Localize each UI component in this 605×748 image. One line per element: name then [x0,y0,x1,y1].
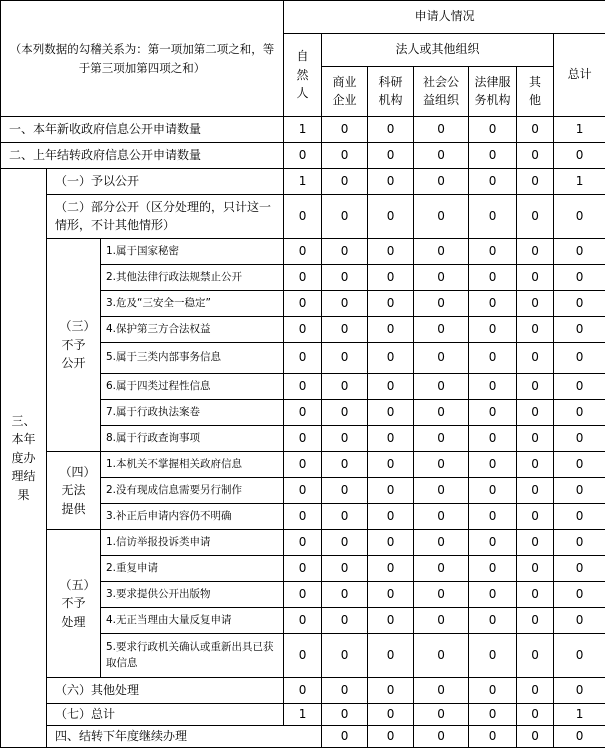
cell: 0 [368,195,414,239]
cell: 0 [554,608,605,634]
cell: 0 [469,195,517,239]
sub-item-label: 4.保护第三方合法权益 [101,317,284,343]
cell: 0 [469,291,517,317]
cell: 0 [322,530,368,556]
cell: 0 [284,478,322,504]
cell: 0 [469,504,517,530]
not-disclosed-text: （三）不予公开 [59,319,96,371]
sub-item-label: 5.要求行政机关确认或重新出具已获取信息 [101,634,284,678]
col-natural-person-label: 自然人 [296,49,309,101]
cell: 0 [322,400,368,426]
row-label-other-processing: （六）其他处理 [47,678,284,704]
row-label-carry-forward: 四、结转下年度继续办理 [47,726,322,748]
cell: 0 [368,239,414,265]
results-group-label [1,169,47,748]
sub-item-label: 2.没有现成信息需要另行制作 [101,478,284,504]
col-business [322,67,368,117]
sub-item-label: 3.危及“三安全一稳定” [101,291,284,317]
cell: 0 [414,400,469,426]
cell: 0 [469,400,517,426]
cell: 0 [284,556,322,582]
cell: 0 [322,117,368,143]
cell: 0 [517,117,554,143]
cell: 0 [368,143,414,169]
cell: 0 [322,143,368,169]
row-label-carried: 二、上年结转政府信息公开申请数量 [1,143,284,169]
legal-person-group-header: 法人或其他组织 [322,34,554,67]
cell: 0 [554,317,605,343]
cell: 0 [414,726,469,748]
cell: 0 [284,343,322,374]
cell: 0 [554,374,605,400]
cell: 1 [284,117,322,143]
cell: 0 [469,143,517,169]
not-disclosed-label [47,239,101,452]
cell: 0 [469,426,517,452]
cell: 0 [322,582,368,608]
unable-label [47,452,101,530]
cell: 0 [517,530,554,556]
cell: 0 [284,634,322,678]
cell: 0 [554,195,605,239]
cell: 0 [414,704,469,726]
cell: 0 [284,678,322,704]
cell: 1 [554,117,605,143]
cell: 0 [414,452,469,478]
cell: 0 [368,582,414,608]
cell: 0 [284,291,322,317]
cell: 0 [469,343,517,374]
cell: 0 [322,374,368,400]
cell: 0 [469,317,517,343]
cell: 0 [284,195,322,239]
cell: 0 [554,582,605,608]
cell: 0 [414,608,469,634]
cell: 0 [469,608,517,634]
sub-item-label: 7.属于行政执法案卷 [101,400,284,426]
cell: 0 [414,582,469,608]
cell: 0 [284,582,322,608]
cell: 0 [322,343,368,374]
col-business-label: 商业企业 [332,75,357,107]
cell: 0 [517,556,554,582]
cell: 0 [368,608,414,634]
cell: 0 [414,426,469,452]
cell: 0 [554,291,605,317]
cell: 0 [517,704,554,726]
cell: 0 [414,117,469,143]
cell: 0 [368,704,414,726]
cell: 0 [322,478,368,504]
cell: 0 [368,478,414,504]
cell: 0 [469,530,517,556]
cell: 0 [517,478,554,504]
cell: 0 [517,265,554,291]
cell: 0 [414,530,469,556]
cell: 0 [284,374,322,400]
cell: 0 [284,239,322,265]
cell: 0 [368,452,414,478]
cell: 0 [554,239,605,265]
cell: 0 [517,426,554,452]
cell: 0 [368,678,414,704]
cell: 0 [322,426,368,452]
cell: 0 [322,556,368,582]
cell: 0 [469,634,517,678]
col-total: 总计 [554,34,605,117]
col-research-label: 科研机构 [378,75,403,107]
cell: 0 [284,143,322,169]
cell: 0 [517,343,554,374]
cell: 0 [554,634,605,678]
cell: 0 [368,530,414,556]
cell: 0 [414,291,469,317]
cell: 0 [517,169,554,195]
cell: 0 [469,704,517,726]
cell: 0 [284,530,322,556]
cell: 0 [554,726,605,748]
cell: 0 [322,265,368,291]
cell: 0 [469,169,517,195]
cell: 0 [517,195,554,239]
col-legal-service-label: 法律服务机构 [474,75,511,107]
cell: 0 [322,452,368,478]
cell: 0 [414,143,469,169]
cell: 0 [414,374,469,400]
cell: 0 [284,426,322,452]
cell: 0 [368,634,414,678]
cell: 1 [284,704,322,726]
cell: 0 [284,452,322,478]
cell: 0 [554,265,605,291]
cell: 0 [517,374,554,400]
cell: 0 [469,556,517,582]
cell: 0 [517,678,554,704]
cell: 0 [368,117,414,143]
cell: 0 [469,239,517,265]
cell: 0 [284,608,322,634]
cell: 0 [469,478,517,504]
applicant-situation-header: 申请人情况 [284,1,605,34]
cell: 0 [554,478,605,504]
cell: 0 [414,169,469,195]
cell: 0 [414,195,469,239]
cell: 0 [368,291,414,317]
cell: 0 [414,634,469,678]
cell: 0 [284,317,322,343]
note-cell: （本列数据的勾稽关系为：第一项加第二项之和，等于第三项加第四项之和） [1,1,284,117]
cell: 1 [554,704,605,726]
row-label-subtotal: （七）总计 [47,704,284,726]
cell: 0 [368,726,414,748]
col-research [368,67,414,117]
cell: 0 [554,452,605,478]
cell: 0 [469,117,517,143]
sub-item-label: 5.属于三类内部事务信息 [101,343,284,374]
cell: 0 [284,400,322,426]
cell: 0 [322,726,368,748]
col-other-label: 其他 [529,75,542,107]
cell: 0 [554,426,605,452]
cell: 0 [554,143,605,169]
cell: 0 [368,343,414,374]
cell: 0 [322,704,368,726]
sub-item-label: 1.信访举报投诉类申请 [101,530,284,556]
row-label-partial: （二）部分公开（区分处理的，只计这一情形，不计其他情形） [47,195,284,239]
cell: 0 [554,343,605,374]
sub-item-label: 3.要求提供公开出版物 [101,582,284,608]
cell: 0 [368,265,414,291]
cell: 0 [414,265,469,291]
cell: 0 [554,504,605,530]
results-group-text: 三、本年度办理结果 [11,413,36,502]
sub-item-label: 1.本机关不掌握相关政府信息 [101,452,284,478]
sub-item-label: 3.补正后申请内容仍不明确 [101,504,284,530]
cell: 0 [414,239,469,265]
cell: 0 [322,504,368,530]
cell: 0 [554,530,605,556]
cell: 0 [469,678,517,704]
cell: 0 [517,452,554,478]
row-label-disclosed: （一）予以公开 [47,169,284,195]
col-social-welfare-label: 社会公益组织 [423,75,460,107]
cell: 0 [322,239,368,265]
col-social-welfare [414,67,469,117]
cell: 0 [414,317,469,343]
cell: 0 [517,504,554,530]
not-processed-text: （五）不予处理 [59,577,96,629]
cell: 0 [322,169,368,195]
cell: 0 [517,608,554,634]
cell: 0 [517,634,554,678]
cell: 0 [414,478,469,504]
col-other [517,67,554,117]
cell: 0 [284,504,322,530]
cell: 0 [517,317,554,343]
cell: 0 [368,556,414,582]
sub-item-label: 1.属于国家秘密 [101,239,284,265]
cell: 0 [414,556,469,582]
row-label-new: 一、本年新收政府信息公开申请数量 [1,117,284,143]
cell: 0 [469,726,517,748]
cell: 0 [517,726,554,748]
cell: 0 [517,400,554,426]
cell: 0 [517,291,554,317]
cell: 0 [517,239,554,265]
cell: 0 [469,582,517,608]
unable-text: （四）无法提供 [59,464,96,516]
cell: 0 [322,678,368,704]
cell: 0 [414,504,469,530]
col-legal-service [469,67,517,117]
sub-item-label: 6.属于四类过程性信息 [101,374,284,400]
cell: 0 [368,317,414,343]
cell: 0 [284,265,322,291]
cell: 0 [517,143,554,169]
col-natural-person [284,34,322,117]
sub-item-label: 2.重复申请 [101,556,284,582]
cell: 0 [414,678,469,704]
sub-item-label: 4.无正当理由大量反复申请 [101,608,284,634]
cell: 1 [284,169,322,195]
cell: 0 [554,678,605,704]
sub-item-label: 2.其他法律行政法规禁止公开 [101,265,284,291]
cell: 0 [368,426,414,452]
cell: 0 [517,582,554,608]
cell: 0 [469,452,517,478]
cell: 0 [322,317,368,343]
cell: 0 [368,374,414,400]
cell: 0 [554,400,605,426]
cell: 0 [554,556,605,582]
cell: 0 [322,608,368,634]
cell: 0 [469,265,517,291]
cell: 1 [554,169,605,195]
cell: 0 [368,169,414,195]
not-processed-label [47,530,101,678]
cell: 0 [469,374,517,400]
cell: 0 [368,504,414,530]
cell: 0 [322,195,368,239]
cell: 0 [368,400,414,426]
sub-item-label: 8.属于行政查询事项 [101,426,284,452]
cell: 0 [414,343,469,374]
cell: 0 [322,291,368,317]
cell: 0 [322,634,368,678]
